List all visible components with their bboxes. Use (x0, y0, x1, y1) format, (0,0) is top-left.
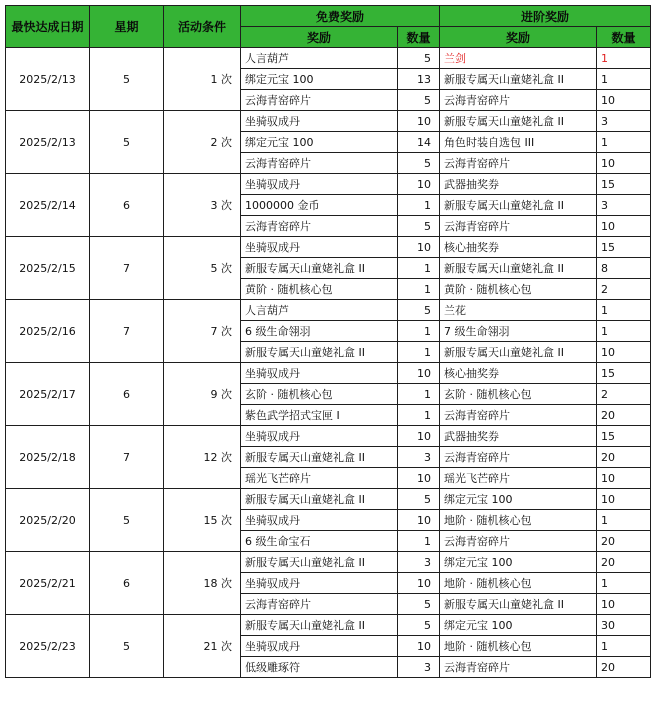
header-condition: 活动条件 (164, 6, 241, 48)
free-reward-cell: 新服专属天山童姥礼盒 II (241, 615, 398, 636)
free-qty-cell: 5 (398, 489, 440, 510)
free-reward-cell: 云海青窑碎片 (241, 153, 398, 174)
advanced-qty-cell: 1 (597, 321, 651, 342)
free-qty-cell: 10 (398, 510, 440, 531)
advanced-reward-cell: 地阶 · 随机核心包 (440, 636, 597, 657)
header-weekday: 星期 (90, 6, 164, 48)
advanced-reward-cell: 云海青窑碎片 (440, 216, 597, 237)
advanced-reward-cell: 武器抽奖券 (440, 174, 597, 195)
advanced-reward-cell: 核心抽奖券 (440, 237, 597, 258)
free-reward-cell: 绑定元宝 100 (241, 69, 398, 90)
free-qty-cell: 13 (398, 69, 440, 90)
free-qty-cell: 10 (398, 636, 440, 657)
advanced-qty-cell: 1 (597, 573, 651, 594)
advanced-reward-cell: 兰剑 (440, 48, 597, 69)
free-reward-cell: 6 级生命翎羽 (241, 321, 398, 342)
table-row (6, 363, 651, 384)
free-reward-cell: 瑶光飞芒碎片 (241, 468, 398, 489)
date-cell: 2025/2/23 (6, 615, 90, 678)
advanced-qty-cell: 20 (597, 657, 651, 678)
free-qty-cell: 1 (398, 279, 440, 300)
free-reward-cell: 人言葫芦 (241, 300, 398, 321)
condition-cell: 3 次 (164, 174, 241, 237)
advanced-reward-cell: 新服专属天山童姥礼盒 II (440, 594, 597, 615)
header-advanced-item: 奖励 (440, 27, 597, 48)
free-qty-cell: 1 (398, 531, 440, 552)
condition-cell: 12 次 (164, 426, 241, 489)
advanced-qty-cell: 1 (597, 132, 651, 153)
free-reward-cell: 人言葫芦 (241, 48, 398, 69)
header-free-reward: 免费奖励 (241, 6, 440, 27)
advanced-reward-cell: 角色时装自选包 III (440, 132, 597, 153)
advanced-qty-cell: 3 (597, 111, 651, 132)
free-qty-cell: 10 (398, 363, 440, 384)
free-reward-cell: 6 级生命宝石 (241, 531, 398, 552)
advanced-qty-cell: 3 (597, 195, 651, 216)
advanced-reward-cell: 兰花 (440, 300, 597, 321)
free-qty-cell: 14 (398, 132, 440, 153)
weekday-cell: 5 (90, 48, 164, 111)
free-qty-cell: 10 (398, 573, 440, 594)
free-reward-cell: 新服专属天山童姥礼盒 II (241, 489, 398, 510)
free-qty-cell: 5 (398, 90, 440, 111)
table-row (6, 300, 651, 321)
advanced-reward-cell: 云海青窑碎片 (440, 405, 597, 426)
advanced-qty-cell: 10 (597, 153, 651, 174)
free-reward-cell: 新服专属天山童姥礼盒 II (241, 447, 398, 468)
free-reward-cell: 坐骑驭成丹 (241, 426, 398, 447)
free-reward-cell: 云海青窑碎片 (241, 594, 398, 615)
header-free-item: 奖励 (241, 27, 398, 48)
advanced-qty-cell: 20 (597, 405, 651, 426)
header-free-qty: 数量 (398, 27, 440, 48)
header-advanced-reward: 进阶奖励 (440, 6, 651, 27)
free-reward-cell: 坐骑驭成丹 (241, 510, 398, 531)
free-reward-cell: 坐骑驭成丹 (241, 573, 398, 594)
free-qty-cell: 5 (398, 300, 440, 321)
free-reward-cell: 紫色武学招式宝匣 I (241, 405, 398, 426)
advanced-qty-cell: 1 (597, 69, 651, 90)
advanced-qty-cell: 2 (597, 279, 651, 300)
advanced-qty-cell: 10 (597, 594, 651, 615)
free-reward-cell: 坐骑驭成丹 (241, 111, 398, 132)
condition-cell: 9 次 (164, 363, 241, 426)
advanced-reward-cell: 新服专属天山童姥礼盒 II (440, 342, 597, 363)
free-reward-cell: 玄阶 · 随机核心包 (241, 384, 398, 405)
weekday-cell: 6 (90, 174, 164, 237)
free-qty-cell: 3 (398, 657, 440, 678)
weekday-cell: 7 (90, 237, 164, 300)
weekday-cell: 6 (90, 552, 164, 615)
advanced-qty-cell: 20 (597, 531, 651, 552)
free-reward-cell: 1000000 金币 (241, 195, 398, 216)
free-qty-cell: 1 (398, 195, 440, 216)
free-qty-cell: 5 (398, 48, 440, 69)
advanced-reward-cell: 云海青窑碎片 (440, 90, 597, 111)
advanced-qty-cell: 15 (597, 237, 651, 258)
advanced-qty-cell: 10 (597, 468, 651, 489)
free-qty-cell: 1 (398, 258, 440, 279)
free-qty-cell: 5 (398, 594, 440, 615)
date-cell: 2025/2/21 (6, 552, 90, 615)
free-reward-cell: 云海青窑碎片 (241, 216, 398, 237)
advanced-qty-cell: 20 (597, 552, 651, 573)
advanced-reward-cell: 新服专属天山童姥礼盒 II (440, 195, 597, 216)
free-qty-cell: 1 (398, 321, 440, 342)
header-advanced-qty: 数量 (597, 27, 651, 48)
advanced-reward-cell: 玄阶 · 随机核心包 (440, 384, 597, 405)
advanced-qty-cell: 1 (597, 48, 651, 69)
free-reward-cell: 新服专属天山童姥礼盒 II (241, 258, 398, 279)
table-row (6, 48, 651, 69)
weekday-cell: 7 (90, 300, 164, 363)
free-reward-cell: 新服专属天山童姥礼盒 II (241, 552, 398, 573)
free-reward-cell: 坐骑驭成丹 (241, 174, 398, 195)
condition-cell: 7 次 (164, 300, 241, 363)
advanced-qty-cell: 1 (597, 636, 651, 657)
condition-cell: 18 次 (164, 552, 241, 615)
advanced-reward-cell: 云海青窑碎片 (440, 531, 597, 552)
advanced-reward-cell: 黄阶 · 随机核心包 (440, 279, 597, 300)
free-qty-cell: 5 (398, 153, 440, 174)
condition-cell: 15 次 (164, 489, 241, 552)
weekday-cell: 5 (90, 111, 164, 174)
advanced-reward-cell: 新服专属天山童姥礼盒 II (440, 258, 597, 279)
advanced-qty-cell: 10 (597, 342, 651, 363)
free-reward-cell: 低级雕琢符 (241, 657, 398, 678)
advanced-reward-cell: 云海青窑碎片 (440, 657, 597, 678)
free-qty-cell: 1 (398, 405, 440, 426)
advanced-reward-cell: 新服专属天山童姥礼盒 II (440, 111, 597, 132)
header-date: 最快达成日期 (6, 6, 90, 48)
table-row (6, 237, 651, 258)
table-row (6, 174, 651, 195)
advanced-qty-cell: 1 (597, 510, 651, 531)
date-cell: 2025/2/15 (6, 237, 90, 300)
free-reward-cell: 坐骑驭成丹 (241, 363, 398, 384)
advanced-qty-cell: 10 (597, 489, 651, 510)
advanced-reward-cell: 武器抽奖券 (440, 426, 597, 447)
advanced-qty-cell: 10 (597, 216, 651, 237)
date-cell: 2025/2/18 (6, 426, 90, 489)
free-qty-cell: 3 (398, 552, 440, 573)
table-header (6, 6, 651, 48)
date-cell: 2025/2/17 (6, 363, 90, 426)
advanced-reward-cell: 瑶光飞芒碎片 (440, 468, 597, 489)
free-qty-cell: 10 (398, 237, 440, 258)
free-qty-cell: 5 (398, 615, 440, 636)
advanced-qty-cell: 20 (597, 447, 651, 468)
condition-cell: 2 次 (164, 111, 241, 174)
table-row (6, 489, 651, 510)
free-qty-cell: 10 (398, 111, 440, 132)
advanced-reward-cell: 绑定元宝 100 (440, 489, 597, 510)
free-qty-cell: 10 (398, 426, 440, 447)
advanced-reward-cell: 云海青窑碎片 (440, 447, 597, 468)
weekday-cell: 5 (90, 615, 164, 678)
free-reward-cell: 绑定元宝 100 (241, 132, 398, 153)
advanced-qty-cell: 15 (597, 426, 651, 447)
table-row (6, 615, 651, 636)
advanced-reward-cell: 7 级生命翎羽 (440, 321, 597, 342)
weekday-cell: 6 (90, 363, 164, 426)
free-reward-cell: 坐骑驭成丹 (241, 237, 398, 258)
free-reward-cell: 黄阶 · 随机核心包 (241, 279, 398, 300)
advanced-qty-cell: 15 (597, 363, 651, 384)
advanced-qty-cell: 1 (597, 300, 651, 321)
advanced-reward-cell: 绑定元宝 100 (440, 615, 597, 636)
free-qty-cell: 1 (398, 384, 440, 405)
advanced-reward-cell: 地阶 · 随机核心包 (440, 510, 597, 531)
condition-cell: 5 次 (164, 237, 241, 300)
free-qty-cell: 5 (398, 216, 440, 237)
table-row (6, 426, 651, 447)
free-reward-cell: 新服专属天山童姥礼盒 II (241, 342, 398, 363)
condition-cell: 1 次 (164, 48, 241, 111)
advanced-qty-cell: 10 (597, 90, 651, 111)
advanced-qty-cell: 15 (597, 174, 651, 195)
advanced-qty-cell: 8 (597, 258, 651, 279)
condition-cell: 21 次 (164, 615, 241, 678)
free-qty-cell: 10 (398, 174, 440, 195)
advanced-qty-cell: 2 (597, 384, 651, 405)
free-reward-cell: 云海青窑碎片 (241, 90, 398, 111)
advanced-reward-cell: 新服专属天山童姥礼盒 II (440, 69, 597, 90)
free-qty-cell: 3 (398, 447, 440, 468)
advanced-reward-cell: 核心抽奖券 (440, 363, 597, 384)
advanced-reward-cell: 云海青窑碎片 (440, 153, 597, 174)
free-qty-cell: 1 (398, 342, 440, 363)
advanced-reward-cell: 绑定元宝 100 (440, 552, 597, 573)
table-row (6, 111, 651, 132)
advanced-reward-cell: 地阶 · 随机核心包 (440, 573, 597, 594)
date-cell: 2025/2/13 (6, 111, 90, 174)
date-cell: 2025/2/13 (6, 48, 90, 111)
date-cell: 2025/2/20 (6, 489, 90, 552)
reward-table (5, 5, 651, 678)
weekday-cell: 7 (90, 426, 164, 489)
table-row (6, 552, 651, 573)
free-reward-cell: 坐骑驭成丹 (241, 636, 398, 657)
table-body (6, 48, 651, 678)
weekday-cell: 5 (90, 489, 164, 552)
advanced-qty-cell: 30 (597, 615, 651, 636)
date-cell: 2025/2/16 (6, 300, 90, 363)
free-qty-cell: 10 (398, 468, 440, 489)
date-cell: 2025/2/14 (6, 174, 90, 237)
